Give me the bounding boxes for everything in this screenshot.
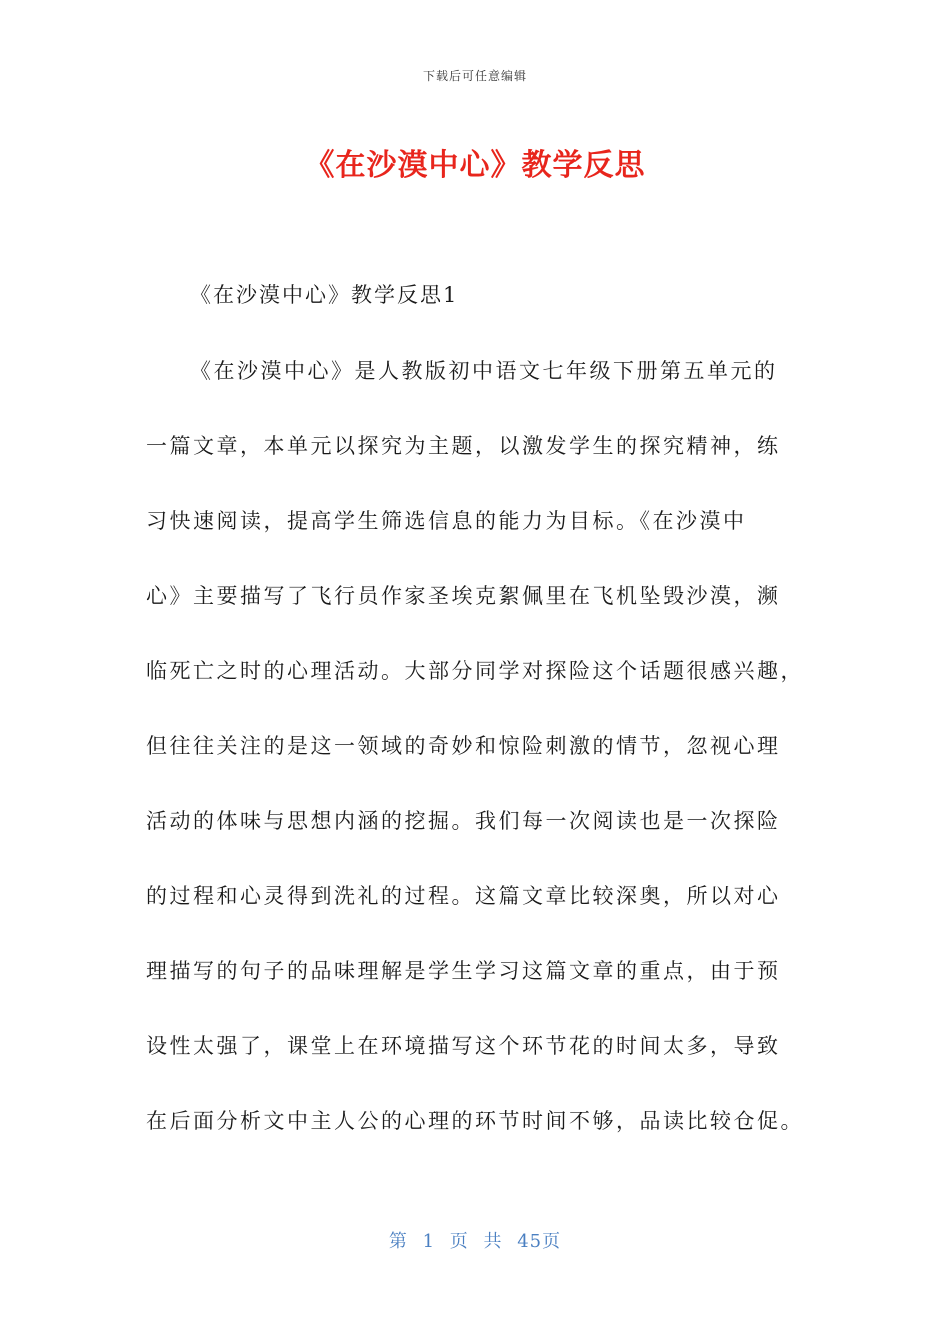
section-heading: 《在沙漠中心》教学反思1 (190, 283, 459, 307)
footer-prefix: 第 (388, 1231, 408, 1252)
paragraph-line: 设性太强了，课堂上在环境描写这个环节花的时间太多，导致 (146, 1034, 781, 1058)
footer-total-word: 共 (483, 1231, 503, 1252)
paragraph-line: 心》主要描写了飞行员作家圣埃克絮佩里在飞机坠毁沙漠，濒 (146, 584, 781, 608)
header-note: 下载后可任意编辑 (422, 69, 527, 83)
paragraph-line: 在后面分析文中主人公的心理的环节时间不够，品读比较仓促。 (146, 1109, 804, 1133)
footer-page-word: 页 (449, 1231, 469, 1252)
footer-total-pages: 45页 (517, 1231, 562, 1252)
paragraph-line: 习快速阅读，提高学生筛选信息的能力为目标。《在沙漠中 (146, 509, 747, 533)
paragraph-line: 临死亡之时的心理活动。大部分同学对探险这个话题很感兴趣， (146, 659, 804, 683)
paragraph-line: 一篇文章，本单元以探究为主题，以激发学生的探究精神，练 (146, 434, 781, 458)
page-footer (0, 1227, 950, 1253)
paragraph-line: 《在沙漠中心》是人教版初中语文七年级下册第五单元的 (190, 359, 778, 383)
paragraph-line: 但往往关注的是这一领域的奇妙和惊险刺激的情节，忽视心理 (146, 734, 781, 758)
document-title: 《在沙漠中心》教学反思 (304, 148, 646, 183)
paragraph-line: 理描写的句子的品味理解是学生学习这篇文章的重点，由于预 (146, 959, 781, 983)
footer-page-number: 1 (422, 1231, 436, 1252)
paragraph-line: 活动的体味与思想内涵的挖掘。我们每一次阅读也是一次探险 (146, 809, 781, 833)
paragraph-line: 的过程和心灵得到洗礼的过程。这篇文章比较深奥，所以对心 (146, 884, 781, 908)
